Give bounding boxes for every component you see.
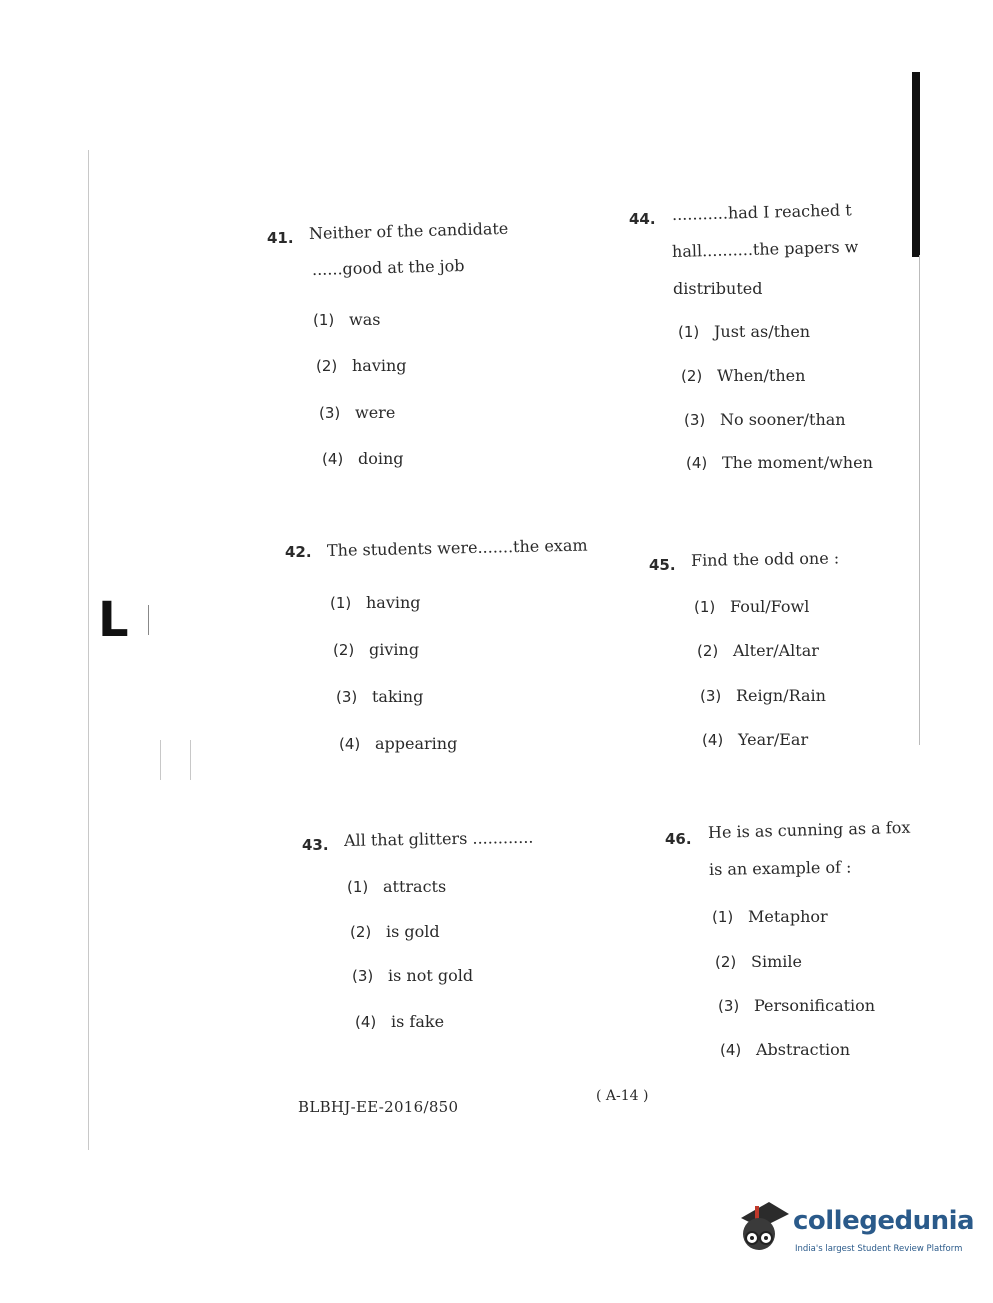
option-text: is gold bbox=[386, 922, 440, 941]
option bbox=[322, 449, 404, 468]
option bbox=[336, 687, 423, 706]
question-stem: ......good at the job bbox=[311, 256, 465, 279]
option bbox=[355, 1012, 444, 1031]
scan-margin-bar bbox=[912, 72, 920, 257]
option-number: (4) bbox=[702, 731, 724, 749]
option bbox=[700, 686, 826, 705]
option-number: (1) bbox=[313, 311, 335, 329]
option-text: having bbox=[366, 593, 421, 612]
question-stem: ...........had I reached t bbox=[671, 200, 852, 224]
option bbox=[684, 410, 846, 429]
option-text: Just as/then bbox=[714, 322, 811, 341]
option bbox=[681, 366, 805, 385]
option bbox=[694, 597, 809, 616]
option-text: appearing bbox=[375, 734, 458, 753]
option bbox=[702, 730, 808, 749]
question-number: 46. bbox=[665, 830, 692, 848]
question-stem: Find the odd one : bbox=[690, 548, 840, 570]
option-text: Year/Ear bbox=[738, 730, 809, 749]
question-number: 42. bbox=[285, 543, 312, 561]
scan-edge-line bbox=[148, 605, 149, 635]
option-text: having bbox=[352, 356, 407, 375]
side-mark: L bbox=[98, 592, 127, 648]
option-text: giving bbox=[369, 640, 420, 659]
scan-edge-line bbox=[88, 150, 89, 1150]
mascot-icon bbox=[735, 1196, 791, 1258]
option-number: (1) bbox=[694, 598, 716, 616]
option-number: (2) bbox=[697, 642, 719, 660]
option-text: is not gold bbox=[388, 966, 474, 985]
option-number: (2) bbox=[316, 357, 338, 375]
option-text: doing bbox=[358, 449, 404, 468]
collegedunia-logo[interactable] bbox=[735, 1196, 975, 1266]
option bbox=[678, 322, 810, 341]
option bbox=[712, 907, 828, 926]
option bbox=[352, 966, 473, 985]
option bbox=[316, 356, 407, 375]
option bbox=[313, 310, 380, 329]
option bbox=[686, 453, 873, 472]
option-text: Metaphor bbox=[748, 907, 828, 926]
option-number: (3) bbox=[319, 404, 341, 422]
option-number: (2) bbox=[715, 953, 737, 971]
option-text: When/then bbox=[717, 366, 806, 385]
option bbox=[718, 996, 875, 1015]
option bbox=[697, 641, 819, 660]
option-number: (4) bbox=[322, 450, 344, 468]
option-number: (1) bbox=[347, 878, 369, 896]
question-stem: He is as cunning as a fox bbox=[707, 817, 911, 842]
question-number: 45. bbox=[649, 556, 676, 574]
option-number: (3) bbox=[684, 411, 706, 429]
option bbox=[350, 922, 440, 941]
page-number: ( A-14 ) bbox=[596, 1088, 649, 1104]
option bbox=[720, 1040, 850, 1059]
option-text: No sooner/than bbox=[720, 410, 846, 429]
exam-code: BLBHJ-EE-2016/850 bbox=[298, 1098, 459, 1116]
option bbox=[330, 593, 421, 612]
option-text: attracts bbox=[383, 877, 447, 896]
scan-edge-line bbox=[919, 255, 920, 745]
question-number: 43. bbox=[302, 836, 329, 854]
option-text: Foul/Fowl bbox=[730, 597, 810, 616]
question-stem: The students were.......the exam bbox=[326, 535, 588, 560]
option-number: (1) bbox=[712, 908, 734, 926]
option-number: (3) bbox=[336, 688, 358, 706]
question-stem: distributed bbox=[673, 279, 763, 298]
option-number: (4) bbox=[686, 454, 708, 472]
option-number: (4) bbox=[355, 1013, 377, 1031]
option-text: Simile bbox=[751, 952, 802, 971]
option bbox=[333, 640, 419, 659]
question-stem: hall..........the papers w bbox=[671, 237, 859, 261]
option-text: Abstraction bbox=[756, 1040, 851, 1059]
option bbox=[347, 877, 446, 896]
option-number: (1) bbox=[678, 323, 700, 341]
option-number: (3) bbox=[700, 687, 722, 705]
option-number: (3) bbox=[718, 997, 740, 1015]
option-text: The moment/when bbox=[722, 453, 873, 472]
option-text: Personification bbox=[754, 996, 876, 1015]
scan-edge-line bbox=[190, 740, 191, 780]
option-number: (2) bbox=[333, 641, 355, 659]
question-number: 44. bbox=[629, 210, 656, 228]
option bbox=[339, 734, 457, 753]
question-stem: is an example of : bbox=[708, 857, 852, 879]
option-text: was bbox=[349, 310, 381, 329]
logo-tagline: India's largest Student Review Platform bbox=[795, 1244, 963, 1254]
option-number: (1) bbox=[330, 594, 352, 612]
option-number: (4) bbox=[720, 1041, 742, 1059]
option-text: taking bbox=[372, 687, 424, 706]
question-number: 41. bbox=[267, 229, 294, 247]
option-number: (3) bbox=[352, 967, 374, 985]
option-text: Reign/Rain bbox=[736, 686, 826, 705]
option-text: Alter/Altar bbox=[733, 641, 819, 660]
option-number: (4) bbox=[339, 735, 361, 753]
question-stem: Neither of the candidate bbox=[308, 218, 509, 243]
option-text: is fake bbox=[391, 1012, 445, 1031]
logo-name: collegedunia bbox=[793, 1206, 975, 1236]
question-stem: All that glitters ............ bbox=[343, 827, 534, 850]
option-text: were bbox=[355, 403, 396, 422]
option bbox=[319, 403, 395, 422]
option-number: (2) bbox=[350, 923, 372, 941]
option bbox=[715, 952, 802, 971]
option-number: (2) bbox=[681, 367, 703, 385]
scan-edge-line bbox=[160, 740, 161, 780]
